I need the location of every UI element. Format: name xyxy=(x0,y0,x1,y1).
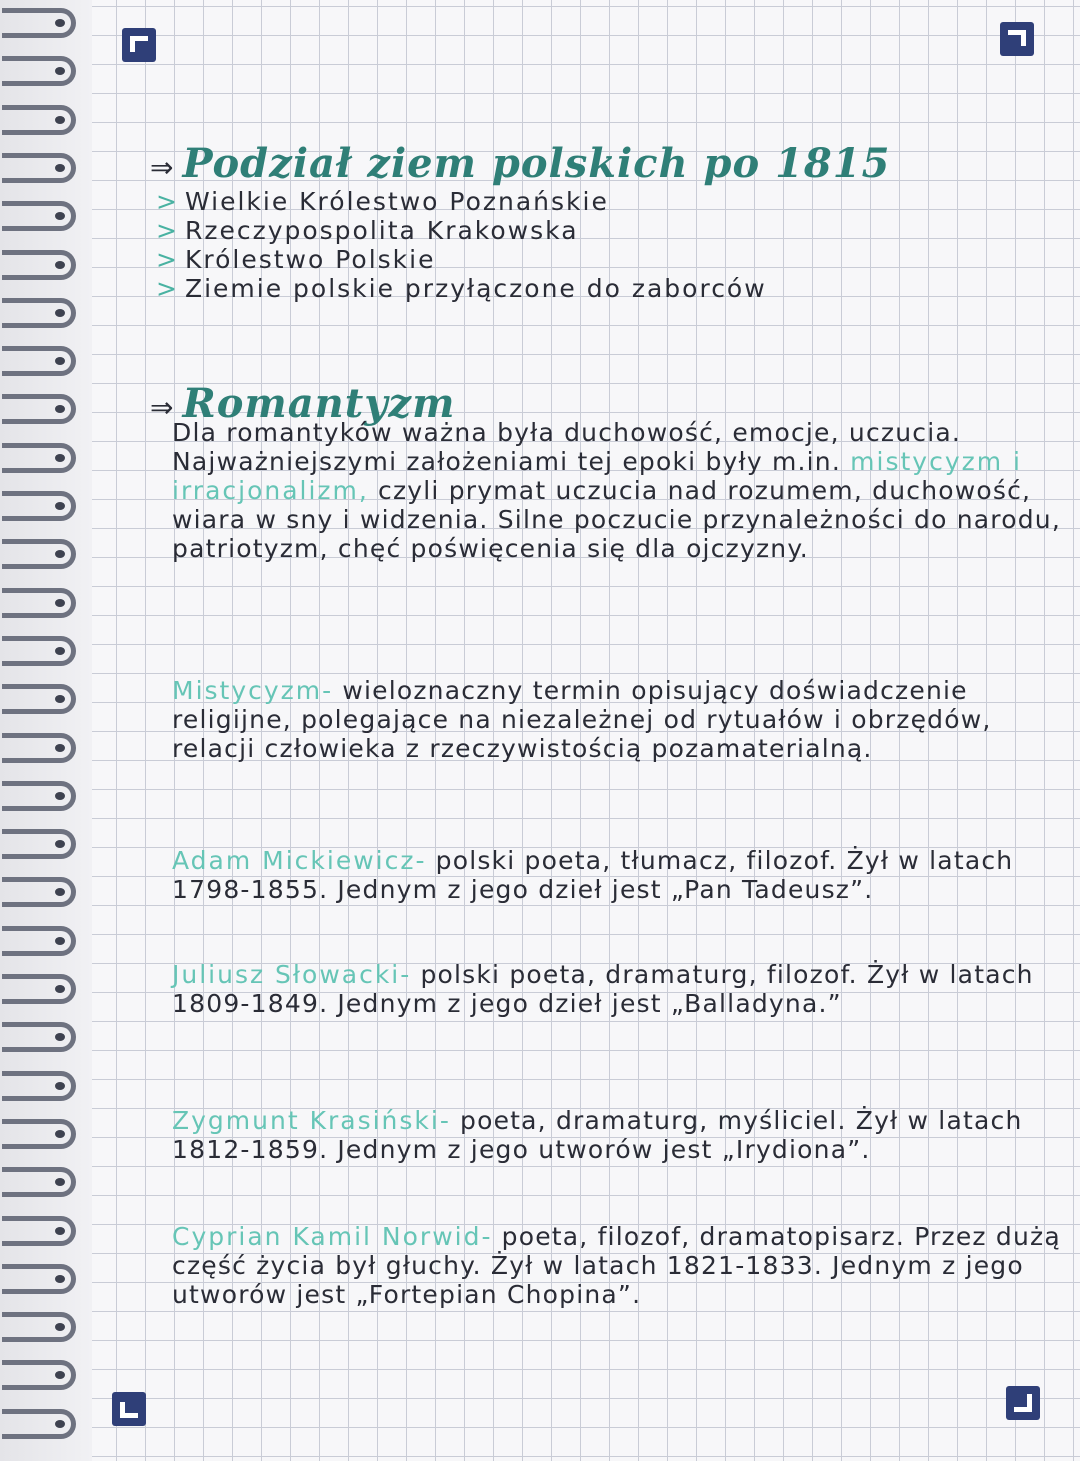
spiral-binding xyxy=(0,0,92,1461)
definition-norwid xyxy=(172,1222,1062,1309)
binding-ring xyxy=(2,877,76,907)
corner-marker-top-left xyxy=(122,28,156,62)
definition-term: Juliusz Słowacki- xyxy=(172,960,412,989)
definition-entry: Adam Mickiewicz- polski poeta, tłumacz, filozof. Żył w latach 1798-1855. Jednym z jego dzieł jest „Pan Tadeusz”. xyxy=(172,846,1014,904)
corner-marker-bottom-left xyxy=(112,1392,146,1426)
binding-ring xyxy=(2,1312,76,1342)
binding-ring xyxy=(2,1022,76,1052)
binding-ring xyxy=(2,1264,76,1294)
section-division xyxy=(150,140,1062,303)
corner-marker-top-right xyxy=(1000,22,1034,56)
binding-ring xyxy=(2,443,76,473)
definition-entry: Cyprian Kamil Norwid- poeta, filozof, dramatopisarz. Przez dużą część życia był głuchy. Żył w latach 1821-1833. Jednym z jego utworów jest „Fortepian Chopina”. xyxy=(172,1222,1061,1309)
binding-ring xyxy=(2,1360,76,1390)
binding-ring xyxy=(2,1409,76,1439)
definition-term: Cyprian Kamil Norwid- xyxy=(172,1222,493,1251)
definition-slowacki xyxy=(172,960,1062,1018)
definition-term: Adam Mickiewicz- xyxy=(172,846,427,875)
corner-marker-bottom-right xyxy=(1006,1386,1040,1420)
section-title: ⇒ Romantyzm xyxy=(150,380,456,427)
definition-entry: Zygmunt Krasiński- poeta, dramaturg, myśliciel. Żył w latach 1812-1859. Jednym z jego utworów jest „Irydiona”. xyxy=(172,1106,1023,1164)
binding-ring xyxy=(2,733,76,763)
binding-ring xyxy=(2,346,76,376)
chevron-right-icon: > xyxy=(156,245,179,274)
list-item: > Rzeczypospolita Krakowska xyxy=(156,216,579,245)
binding-ring xyxy=(2,1071,76,1101)
list-item: > Królestwo Polskie xyxy=(156,245,436,274)
binding-ring xyxy=(2,1167,76,1197)
binding-ring xyxy=(2,201,76,231)
definition-term: Mistycyzm- xyxy=(172,676,334,705)
binding-ring xyxy=(2,105,76,135)
definition-mickiewicz xyxy=(172,846,1062,904)
chevron-right-icon: > xyxy=(156,216,179,245)
chevron-right-icon: > xyxy=(156,274,179,303)
definition-mysticism xyxy=(172,676,1062,763)
binding-ring xyxy=(2,8,76,38)
intro-paragraph: Dla romantyków ważna była duchowość, emocje, uczucia. Najważniejszymi założeniami tej epoki były m.in. mistycyzm i irracjonalizm, czyli prymat uczucia nad rozumem, duchowość, wiara w sny i widzenia. Silne poczucie przynależności do narodu, patriotyzm, chęć poświęcenia się dla ojczyzny. xyxy=(172,418,1061,563)
binding-ring xyxy=(2,1216,76,1246)
binding-ring xyxy=(2,250,76,280)
highlighted-term: mistycyzm i irracjonalizm, xyxy=(172,447,1023,505)
definition-entry: Juliusz Słowacki- polski poeta, dramaturg, filozof. Żył w latach 1809-1849. Jednym z jego dzieł jest „Balladyna.” xyxy=(172,960,1034,1018)
arrow-icon: ⇒ xyxy=(150,151,175,184)
binding-ring xyxy=(2,1119,76,1149)
definition-krasinski xyxy=(172,1106,1062,1164)
binding-ring xyxy=(2,56,76,86)
list-item: > Ziemie polskie przyłączone do zaborców xyxy=(156,274,767,303)
binding-ring xyxy=(2,974,76,1004)
binding-ring xyxy=(2,636,76,666)
definition-term: Zygmunt Krasiński- xyxy=(172,1106,451,1135)
binding-ring xyxy=(2,153,76,183)
romanticism-intro xyxy=(172,418,1062,563)
binding-ring xyxy=(2,539,76,569)
definition-entry: Mistycyzm- wieloznaczny termin opisujący doświadczenie religijne, polegające na niezależnej od rytuałów i obrzędów, relacji człowieka z rzeczywistością pozamaterialną. xyxy=(172,676,992,763)
binding-ring xyxy=(2,684,76,714)
binding-ring xyxy=(2,491,76,521)
territory-list xyxy=(156,187,1062,303)
arrow-icon: ⇒ xyxy=(150,391,175,424)
binding-ring xyxy=(2,926,76,956)
chevron-right-icon: > xyxy=(156,187,179,216)
binding-ring xyxy=(2,394,76,424)
section-title: ⇒ Podział ziem polskich po 1815 xyxy=(150,140,891,187)
binding-ring xyxy=(2,781,76,811)
binding-ring xyxy=(2,829,76,859)
list-item: > Wielkie Królestwo Poznańskie xyxy=(156,187,609,216)
binding-ring xyxy=(2,298,76,328)
binding-ring xyxy=(2,588,76,618)
